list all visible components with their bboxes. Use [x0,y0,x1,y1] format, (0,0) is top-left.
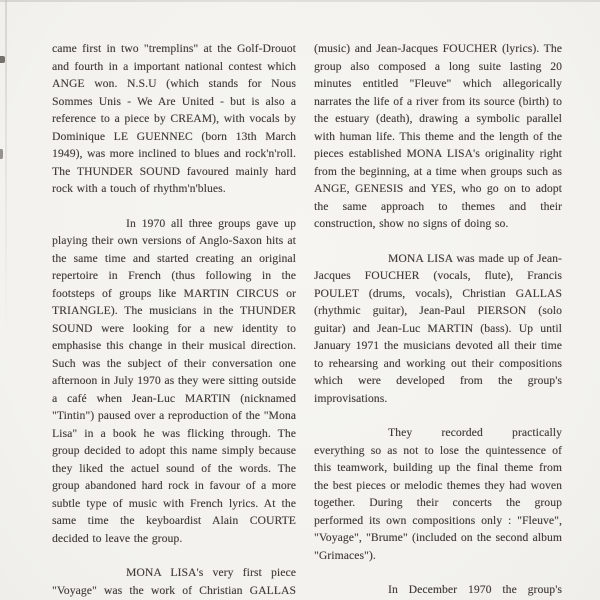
paragraph: In December 1970 the group's [388,583,562,596]
paragraph: (music) and Jean-Jacques FOUCHER (lyrics). The group also composed a long suite lasting 20 minutes entitled "Fleuve" which allegorically narrates the life of a river from its source (birth) to the estuary (death), drawing a symbolic parallel with human life. This theme and the length of the pieces established MONA LISA's originality right from the beginning, at a time when groups such as ANGE, GENESIS and YES, who go on to adopt the same approach to themes and their construction, show no signs of doing so. [314,42,562,230]
scan-left-edge-mark [0,56,5,63]
paragraph: MONA LISA's very first piece "Voyage" was the work of Christian GALLAS [52,566,296,597]
paragraph: MONA LISA was made up of Jean-Jacques FOUCHER (vocals, flute), Francis POULET (drums, vocals), Christian GALLAS (rhythmic guitar), Jean-Paul PIERSON (solo guitar) and Jean-Luc MARTIN (bass). Up until January 1971 the musicians devoted all their time to rehearsing and working out their compositions which were developed from the group's improvisations. [314,251,562,405]
scan-left-edge-line [5,0,7,335]
two-column-text-block [52,40,562,600]
text-column-right [314,40,562,600]
paragraph: came first in two "tremplins" at the Golf-Drouot and fourth in a important national contest which ANGE won. N.S.U (which stands for Nous Sommes Unis - We Are United - but is also a reference to a piece by CREAM), with vocals by Dominique LE GUENNEC (born 13th March 1949), was more inclined to blues and rock'n'roll. The THUNDER SOUND favoured mainly hard rock with a touch of rhythm'n'blues. [52,42,296,195]
scan-top-edge-shadow [0,0,600,2]
scan-left-edge-mark [0,149,3,159]
paragraph: In 1970 all three groups gave up playing their own versions of Anglo-Saxon hits at the same time and started creating an original repertoire in French (thus following in the footsteps of groups like MARTIN CIRCUS or TRIANGLE). The musicians in the THUNDER SOUND were looking for a new identity to emphasise this change in their musical direction. Such was the subject of their conversation one afternoon in July 1970 as they were sitting outside a café when Jean-Luc MARTIN (nicknamed "Tintin") paused over a reproduction of the "Mona Lisa" in a book he was flicking through. The group decided to adopt this name simply because they liked the actuel sound of the words. The group abandoned hard rock in favour of a more subtle type of music with French lyrics. At the same time the keyboardist Alain COURTE decided to leave the group. [52,216,296,545]
text-column-left [52,40,296,600]
paragraph: They recorded practically everything so as not to lose the quintessence of this teamwork, building up the final theme from the best pieces or melodic themes they had woven together. During their concerts the group performed its own compositions only : "Fleuve", "Voyage", "Brume" (included on the second album "Grimaces"). [314,426,562,562]
